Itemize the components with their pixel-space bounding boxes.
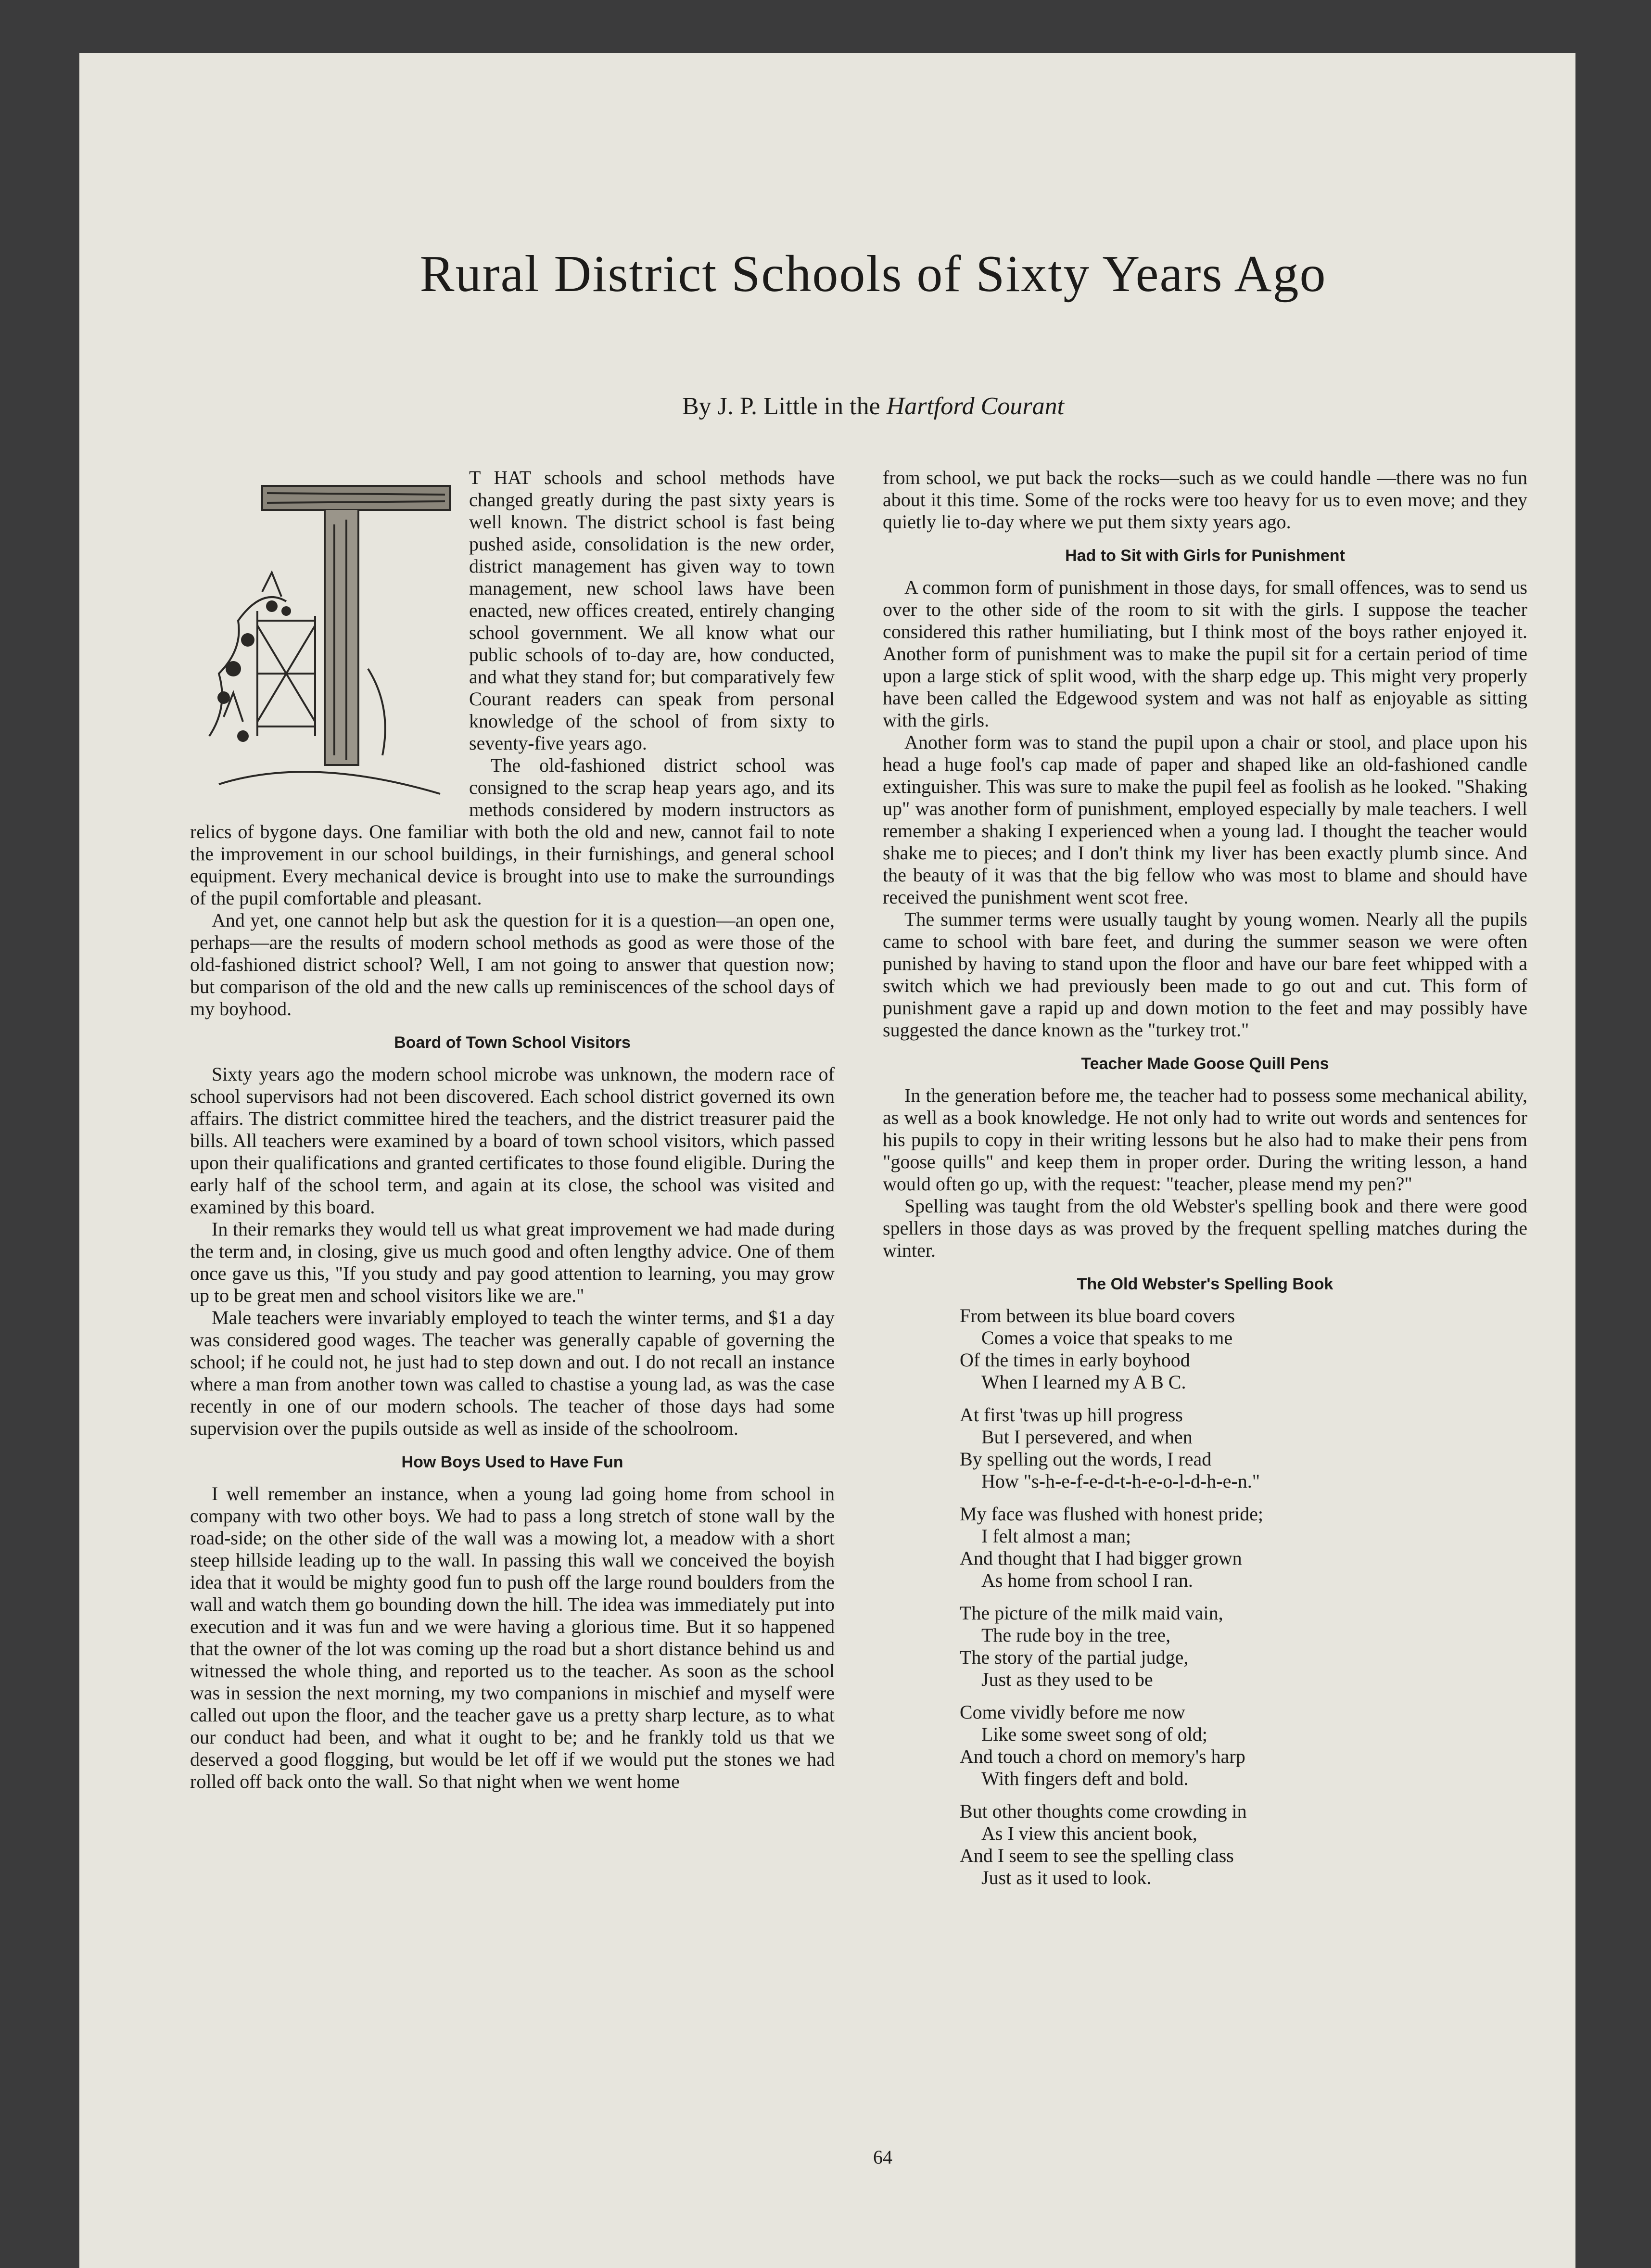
poem-stanza [960,1701,1527,1790]
intro-paragraph-2: The old-fashioned district school was consigned to the scrap heap years ago, and its methods considered by modern instructors as relics of bygone days. One familiar with both the old and new, cannot fail to note the improvement in our school buildings, in their furnishings, and general school equipment. Every mechanical device is brought into use to make the surroundings of the pupil comfortable and pleasant. [190,754,835,909]
poem-stanza [960,1800,1527,1889]
poem-line: The story of the partial judge, [960,1646,1189,1668]
fun-paragraph-1: I well remember an instance, when a young lad going home from school in company with two other boys. We had to pass a long stretch of stone wall by the road-side; on the other side of the wall was a mowing lot, a meadow with a short steep hillside leading up to the wall. In passing this wall we conceived the boyish idea that it would be mighty good fun to push off the large round boulders from the wall and watch them go bounding down the hill. The idea was immediately put into execution and it was fun and we were having a glorious time. But it so happened that the owner of the lot was coming up the road but a short distance behind us and witnessed the whole thing, and reported us to the teacher. As soon as the school was in session the next morning, my two companions in mischief and myself were called out upon the floor, and the teacher gave us a pretty sharp lecture, as to what our conduct had been, and what it ought to be; and he frankly told us that we deserved a good flogging, but would be let off if we would put the stones we had rolled off back onto the wall. So that night when we went home [190,1483,835,1792]
poem-line: I felt almost a man; [981,1525,1131,1547]
punishment-paragraph-1: A common form of punishment in those days, for small offences, was to send us over to the other side of the room to sit with the girls. I suppose the teacher considered this rather humiliating, but I think most of the boys rather enjoyed it. Another form of punishment was to make the pupil sit for a certain period of time upon a large stick of split wood, with the sharp edge up. This might very properly have been called the Edgewood system and was not half as enjoyable as sitting with the girls. [883,576,1527,731]
poem-line: With fingers deft and bold. [981,1768,1189,1789]
punishment-paragraph-3: The summer terms were usually taught by young women. Nearly all the pupils came to school with bare feet, and during the summer season we were often punished by having to stand upon the floor and have our bare feet whipped with a switch which we had previously been made to go out and cut. This form of punishment gave a rapid up and down motion to the feet and may possibly have suggested the dance known as the "turkey trot." [883,908,1527,1041]
poem-line: The picture of the milk maid vain, [960,1602,1223,1624]
punishment-paragraph-2: Another form was to stand the pupil upon a chair or stool, and place upon his head a huge fool's cap made of paper and shaped like an old-fashioned candle extinguisher. This was sure to make the pupil feel as foolish as he looked. "Shaking up" was another form of punishment, employed especially by male teachers. I well remember a shaking I experienced when a young lad. I thought the teacher would shake me to pieces; and I don't think my liver has been exactly plumb since. And the beauty of it was that the big fellow who was most to blame and should have received the punishment went scot free. [883,731,1527,908]
poem-line: My face was flushed with honest pride; [960,1503,1263,1525]
poem-line: By spelling out the words, I read [960,1448,1212,1470]
intro-paragraph-1: T HAT schools and school methods have changed greatly during the past sixty years is well known. The district school is fast being pushed aside, consolidation is the new order, district management has given way to town management, new school laws have been enacted, new offices created, entirely changing school government. We all know what our public schools of to-day are, how conducted, and what they stand for; but comparatively few Courant readers can speak from personal knowledge of the school of from sixty to seventy-five years ago. [469,467,835,754]
intro-paragraph-3: And yet, one cannot help but ask the question for it is a question—an open one, perhaps—are the results of modern school methods as good as were those of the old-fashioned district school? Well, I am not going to answer that question now; but comparison of the old and the new calls up reminiscences of the school days of my boyhood. [190,909,835,1019]
pens-paragraph-1: In the generation before me, the teacher had to possess some mechanical ability, as well as a book knowledge. He not only had to write out words and sentences for his pupils to copy in their writing lessons but he also had to make their pens from "goose quills" and keep them in proper order. During the writing lesson, a hand would often go up, with the request: "teacher, please mend my pen?" [883,1084,1527,1195]
poem-line: Comes a voice that speaks to me [981,1327,1233,1349]
byline-publication: Hartford Courant [886,393,1065,420]
right-column [883,467,1527,1899]
poem-stanza [960,1602,1527,1691]
section-heading-pens: Teacher Made Goose Quill Pens [1081,1055,1329,1073]
board-paragraph-3: Male teachers were invariably employed to teach the winter terms, and $1 a day was considered good wages. The teacher was generally capable of governing the school; if he could not, he just had to step down and out. I do not recall an instance where a man from another town was called to chastise a young lad, as was the case recently in one of our modern schools. The teacher of those days had some supervision over the pupils outside as well as inside of the schoolroom. [190,1307,835,1439]
poem-line: The rude boy in the tree, [981,1624,1171,1646]
board-paragraph-2: In their remarks they would tell us what great improvement we had made during the term and, in closing, give us much good and often lengthy advice. One of them once gave us this, "If you study and pay good attention to learning, you may grow up to be great men and school visitors like we are." [190,1218,835,1306]
poem-line: And touch a chord on memory's harp [960,1746,1245,1767]
poem-stanza [960,1404,1527,1492]
gate-post-illustration [190,467,459,803]
poem-line: As home from school I ran. [981,1569,1193,1591]
section-heading-fun: How Boys Used to Have Fun [401,1453,623,1471]
poem-line: But other thoughts come crowding in [960,1800,1247,1822]
poem-line: Of the times in early boyhood [960,1349,1190,1371]
left-column [190,467,835,1793]
byline-prefix: By J. P. Little in the [682,393,880,420]
poem-heading: The Old Webster's Spelling Book [1077,1275,1334,1293]
pens-paragraph-2: Spelling was taught from the old Webster's spelling book and there were good spellers in those days as was proved by the frequent spelling matches during the winter. [883,1195,1527,1261]
board-paragraph-1: Sixty years ago the modern school microbe was unknown, the modern race of school supervisors had not been discovered. Each school district governed its own affairs. The district committee hired the teachers, and the district treasurer paid the bills. All teachers were examined by a board of town school visitors, which passed upon their qualifications and granted certificates to those found eligible. During the early half of the school term, and again at its close, the school was visited and examined by this board. [190,1063,835,1218]
article-title: Rural District Schools of Sixty Years Ago [419,245,1327,303]
page-number: 64 [873,2146,892,2168]
poem-line: Just as they used to be [981,1669,1153,1690]
poem-line: Just as it used to look. [981,1867,1152,1888]
page [79,53,1575,2268]
section-heading-board: Board of Town School Visitors [394,1033,631,1052]
poem-line: How "s-h-e-f-e-d-t-h-e-o-l-d-h-e-n." [981,1470,1260,1492]
poem-line: Like some sweet song of old; [981,1723,1207,1745]
poem-line: At first 'twas up hill progress [960,1404,1183,1426]
section-heading-girls: Had to Sit with Girls for Punishment [1065,547,1345,565]
poem-line: When I learned my A B C. [981,1371,1186,1393]
continued-paragraph: from school, we put back the rocks—such as we could handle —there was no fun about it this time. Some of the rocks were too heavy for us to even move; and they quietly lie to-day where we put them sixty years ago. [883,467,1527,533]
poem-line: As I view this ancient book, [981,1822,1197,1844]
poem [960,1305,1527,1889]
poem-line: But I persevered, and when [981,1426,1193,1448]
poem-line: From between its blue board covers [960,1305,1235,1326]
byline [512,390,1234,423]
poem-stanza [960,1305,1527,1393]
poem-stanza [960,1503,1527,1592]
poem-line: And I seem to see the spelling class [960,1845,1234,1866]
poem-line: And thought that I had bigger grown [960,1547,1242,1569]
poem-line: Come vividly before me now [960,1701,1185,1723]
